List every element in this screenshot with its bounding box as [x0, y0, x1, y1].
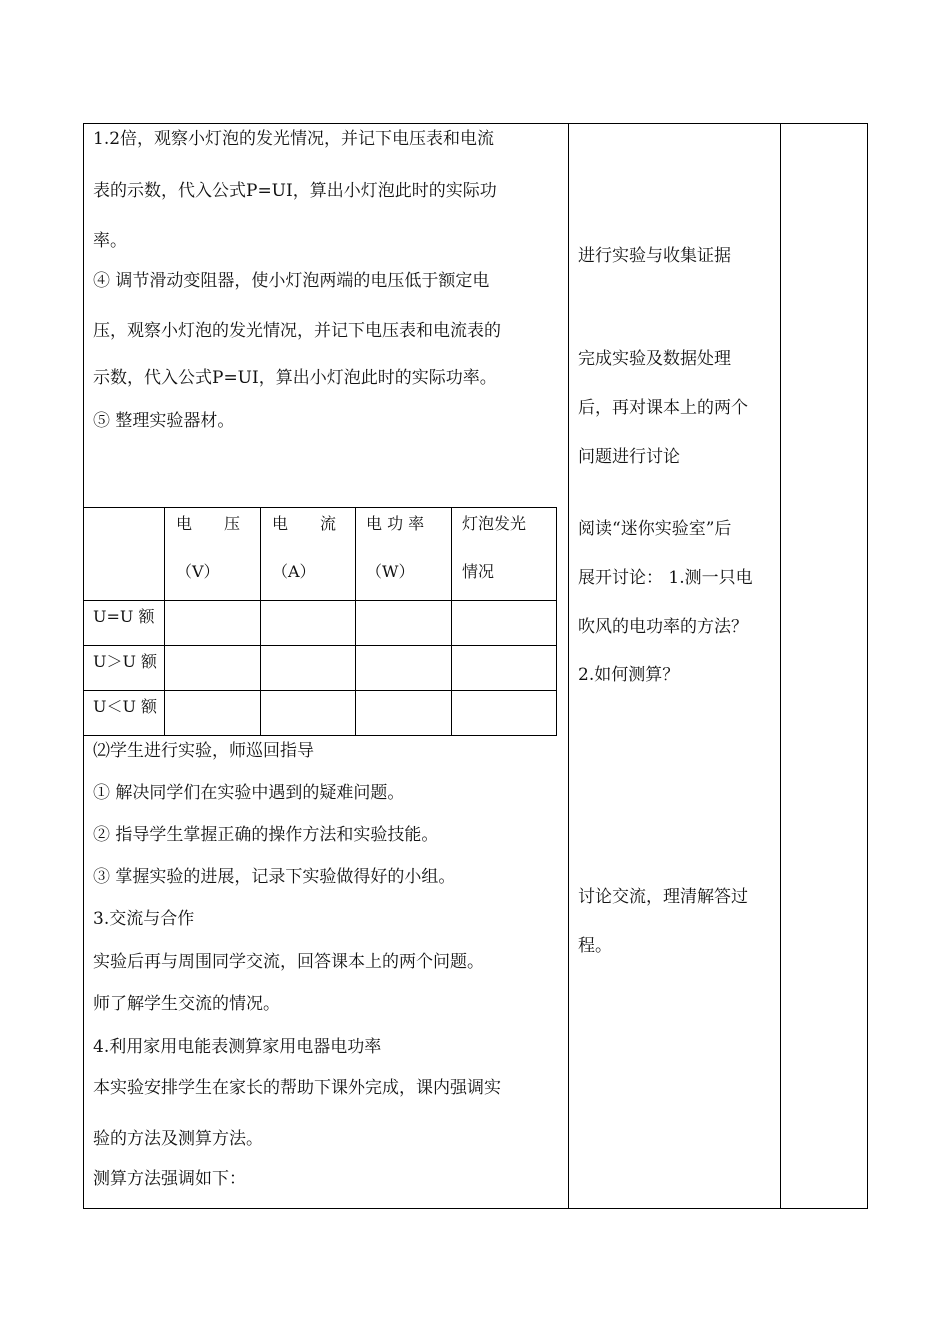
column-divider-1 — [568, 124, 569, 1208]
left-text-line: ① 解决同学们在实验中遇到的疑难问题。 — [93, 783, 405, 803]
table-header-brightness-2: 情况 — [462, 562, 495, 581]
table-row-label: U=U 额 — [93, 607, 155, 626]
table-row-label: U＜U 额 — [93, 697, 158, 716]
left-text-line: ⑤ 整理实验器材。 — [93, 411, 235, 431]
table-header-current-unit: （A） — [272, 562, 316, 581]
left-text-line: 验的方法及测算方法。 — [93, 1129, 263, 1149]
table-col-divider — [355, 508, 356, 735]
table-header-voltage: 电 压 — [176, 514, 241, 533]
left-text-line: ② 指导学生掌握正确的操作方法和实验技能。 — [93, 825, 439, 845]
middle-text-line: 后，再对课本上的两个 — [578, 398, 748, 418]
left-text-line: ⑵学生进行实验，师巡回指导 — [93, 741, 314, 761]
middle-text-line: 吹风的电功率的方法？ — [578, 617, 748, 637]
table-header-power: 电 功 率 — [366, 514, 425, 533]
left-text-line: 1.2倍，观察小灯泡的发光情况，并记下电压表和电流 — [93, 129, 495, 149]
table-row-label: U＞U 额 — [93, 652, 158, 671]
left-text-line: 示数，代入公式P=UI，算出小灯泡此时的实际功率。 — [93, 368, 497, 388]
middle-text-line: 讨论交流，理清解答过 — [578, 887, 748, 907]
left-text-line: ③ 掌握实验的进展，记录下实验做得好的小组。 — [93, 867, 456, 887]
column-divider-2 — [780, 124, 781, 1208]
left-text-line: 压，观察小灯泡的发光情况，并记下电压表和电流表的 — [93, 321, 501, 341]
table-row-divider — [84, 645, 556, 646]
left-text-line: 本实验安排学生在家长的帮助下课外完成，课内强调实 — [93, 1078, 501, 1098]
left-text-line: 4.利用家用电能表测算家用电器电功率 — [93, 1037, 382, 1057]
left-text-line: 师了解学生交流的情况。 — [93, 994, 280, 1014]
left-text-line: 率。 — [93, 231, 127, 251]
middle-text-line: 问题进行讨论 — [578, 447, 680, 467]
middle-text-line: 进行实验与收集证据 — [578, 246, 731, 266]
middle-text-line: 展开讨论： 1.测一只电 — [578, 568, 753, 588]
table-row-divider — [84, 600, 556, 601]
table-row-divider — [84, 690, 556, 691]
left-text-line: 测算方法强调如下： — [93, 1169, 246, 1189]
table-header-current: 电 流 — [272, 514, 337, 533]
left-text-line: 3.交流与合作 — [93, 909, 195, 929]
table-header-power-unit: （W） — [366, 562, 415, 581]
middle-text-line: 完成实验及数据处理 — [578, 349, 731, 369]
middle-text-line: 阅读“迷你实验室”后 — [578, 519, 732, 539]
left-text-line: 表的示数，代入公式P=UI，算出小灯泡此时的实际功 — [93, 181, 497, 201]
left-text-line: 实验后再与周围同学交流，回答课本上的两个问题。 — [93, 952, 484, 972]
table-col-divider — [260, 508, 261, 735]
table-col-divider — [451, 508, 452, 735]
middle-text-line: 2.如何测算？ — [578, 665, 680, 685]
table-header-brightness: 灯泡发光 — [462, 514, 527, 533]
table-col-divider — [164, 508, 165, 735]
left-text-line: ④ 调节滑动变阻器，使小灯泡两端的电压低于额定电 — [93, 271, 490, 291]
table-header-voltage-unit: （V） — [176, 562, 220, 581]
middle-text-line: 程。 — [578, 936, 612, 956]
